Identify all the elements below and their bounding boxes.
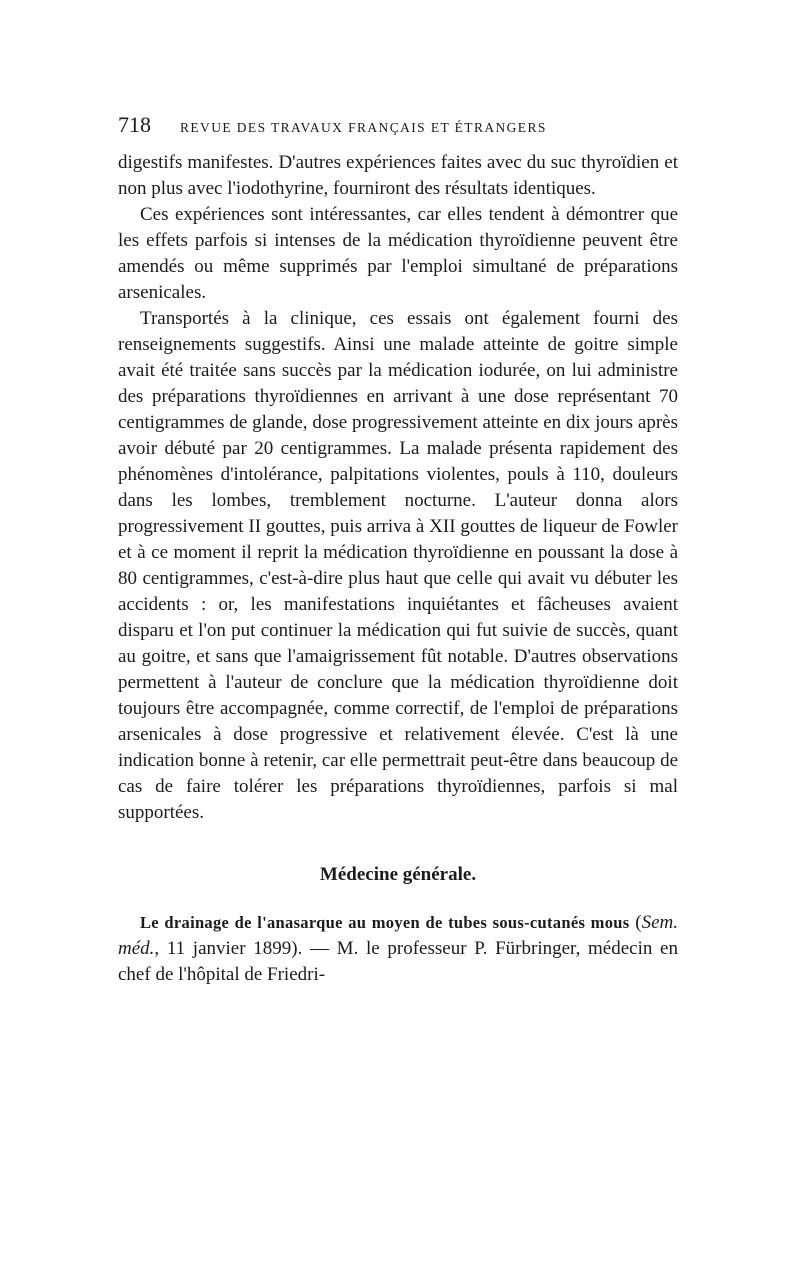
paragraph-1: digestifs manifestes. D'autres expériences faites avec du suc thyroïdien et non plus avec l'iodothyrine, fourniront des résultats identiques. [118, 152, 678, 199]
document-page [118, 112, 678, 988]
article-text: , 11 janvier 1899). — M. le professeur P. Fürbringer, médecin en chef de l'hôpital de Friedri- [118, 938, 678, 985]
paragraph-3: Transportés à la clinique, ces essais ont également fourni des renseignements suggestifs. Ainsi une malade atteinte de goitre simple avait été traitée sans succès par la médication iodurée, on lui administre des préparations thyroïdiennes en arrivant à une dose représentant 70 centigrammes de glande, dose progressivement atteinte en dix jours après avoir débuté par 20 centigrammes. La malade présenta rapidement des phénomènes d'intolérance, palpitations violentes, pouls à 110, douleurs dans les lombes, tremblement nocturne. L'auteur donna alors progressivement II gouttes, puis arriva à XII gouttes de liqueur de Fowler et à ce moment il reprit la médication thyroïdienne en poussant la dose à 80 centigrammes, c'est-à-dire plus haut que celle qui avait vu débuter les accidents : or, les manifestations inquiétantes et fâcheuses avaient disparu et l'on put continuer la médication qui fut suivie de succès, quant au goitre, et sans que l'amaigrissement fût notable. D'autres observations permettent à l'auteur de conclure que la médication thyroïdienne doit toujours être accompagnée, comme correctif, de l'emploi de préparations arsenicales à dose progressive et relativement élevée. C'est là une indication bonne à retenir, car elle permettrait peut-être dans beaucoup de cas de faire tolérer les préparations thyroïdiennes, parfois si mal supportées. [118, 308, 678, 823]
source-journal: Sem. méd. [118, 912, 678, 959]
paragraph-2: Ces expériences sont intéressantes, car elles tendent à démontrer que les effets parfois si intenses de la médication thyroïdienne peuvent être amendés ou même supprimés par l'emploi simultané de préparations arsenicales. [118, 204, 678, 303]
section-heading: Médecine générale. [319, 864, 477, 885]
source-open: ( [629, 912, 642, 933]
article-title: Le drainage de l'anasarque au moyen de tubes sous-cutanés mous [140, 913, 630, 932]
running-title: REVUE DES TRAVAUX FRANÇAIS ET ÉTRANGERS [180, 120, 547, 135]
article-paragraph [118, 910, 678, 988]
running-header [118, 112, 678, 142]
page-number: 718 [118, 112, 151, 137]
